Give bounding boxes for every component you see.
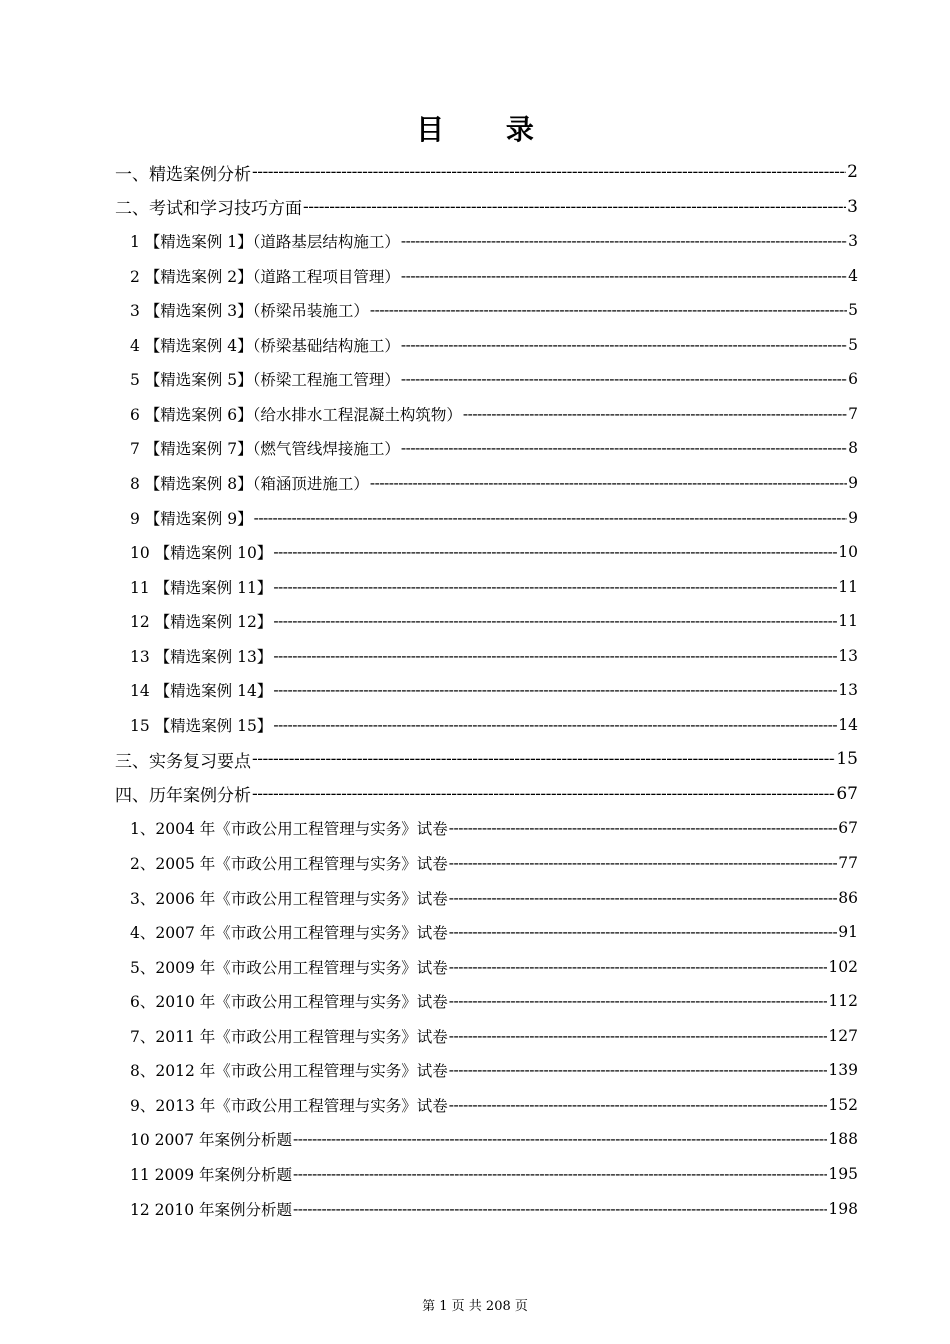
toc-entry[interactable] xyxy=(130,328,858,362)
toc-entry-page: 2 xyxy=(847,162,858,182)
toc-entry[interactable] xyxy=(130,811,858,845)
toc-entry[interactable] xyxy=(130,708,858,742)
toc-entry[interactable] xyxy=(130,397,858,431)
toc-leader xyxy=(449,889,838,907)
toc-entry[interactable] xyxy=(130,1019,858,1053)
toc-entry-page: 3 xyxy=(847,196,858,217)
toc-entry[interactable] xyxy=(130,570,858,604)
toc-entry-title: 12 【精选案例 12】 xyxy=(130,613,273,632)
toc-entry[interactable] xyxy=(130,224,858,258)
toc-entry[interactable] xyxy=(130,846,858,880)
toc-entry-title: 3 【精选案例 3】（桥梁吊装施工） xyxy=(130,302,369,321)
toc-entry[interactable] xyxy=(130,535,858,569)
toc-entry[interactable] xyxy=(115,742,858,776)
toc-entry-title: 11 2009 年案例分析题 xyxy=(130,1165,293,1184)
toc-entry-title: 7 【精选案例 7】（燃气管线焊接施工） xyxy=(130,440,400,459)
toc-leader xyxy=(252,784,835,804)
toc-entry[interactable] xyxy=(130,362,858,396)
toc-leader xyxy=(449,958,828,976)
toc-entry-title: 9、2013 年《市政公用工程管理与实务》试卷 xyxy=(130,1096,448,1115)
toc-entry-page: 67 xyxy=(838,819,858,838)
toc-entry-title: 10 【精选案例 10】 xyxy=(130,544,273,563)
toc-entry-title: 13 【精选案例 13】 xyxy=(130,647,273,666)
toc-leader xyxy=(293,1165,827,1183)
toc-entry[interactable] xyxy=(130,1157,858,1191)
toc-entry[interactable] xyxy=(130,604,858,638)
toc-leader xyxy=(401,267,847,285)
toc-entry-title: 1 【精选案例 1】（道路基层结构施工） xyxy=(130,233,400,252)
toc-leader xyxy=(252,749,835,769)
toc-entry-title: 15 【精选案例 15】 xyxy=(130,716,273,735)
toc-entry-page: 4 xyxy=(848,266,858,285)
toc-entry-title: 11 【精选案例 11】 xyxy=(130,578,273,597)
toc-leader xyxy=(449,1027,828,1045)
toc-leader xyxy=(449,923,838,941)
toc-leader xyxy=(449,854,838,872)
toc-leader xyxy=(401,370,847,388)
toc-entry[interactable] xyxy=(130,1192,858,1226)
toc-entry-title: 8、2012 年《市政公用工程管理与实务》试卷 xyxy=(130,1062,448,1081)
toc-leader xyxy=(252,162,846,182)
toc-entry-page: 10 xyxy=(838,543,858,562)
toc-entry-page: 86 xyxy=(838,888,858,907)
toc-entry-page: 9 xyxy=(848,508,858,527)
toc-entry-page: 67 xyxy=(836,783,858,804)
toc-entry-page: 14 xyxy=(838,715,858,734)
toc-entry[interactable] xyxy=(130,1053,858,1087)
toc-entry[interactable] xyxy=(130,673,858,707)
toc-leader xyxy=(273,647,837,665)
toc-entry-title: 2、2005 年《市政公用工程管理与实务》试卷 xyxy=(130,855,448,873)
toc-entry-title: 5、2009 年《市政公用工程管理与实务》试卷 xyxy=(130,958,448,977)
toc-entry[interactable] xyxy=(130,431,858,465)
toc-entry-title: 2 【精选案例 2】（道路工程项目管理） xyxy=(130,267,400,286)
toc-entry-page: 188 xyxy=(828,1130,858,1149)
toc-leader xyxy=(401,439,847,457)
toc-entry[interactable] xyxy=(130,950,858,984)
toc-entry-page: 11 xyxy=(838,577,858,596)
toc-leader xyxy=(401,336,847,354)
toc-entry-page: 195 xyxy=(828,1164,858,1183)
toc-entry-title: 12 2010 年案例分析题 xyxy=(130,1200,293,1219)
toc-leader xyxy=(449,992,828,1010)
toc-entry[interactable] xyxy=(115,190,858,224)
toc-entry-page: 112 xyxy=(828,992,858,1011)
toc-entry-page: 15 xyxy=(836,749,858,770)
toc-leader xyxy=(449,1061,828,1079)
toc-entry-title: 6 【精选案例 6】（给水排水工程混凝土构筑物） xyxy=(130,405,462,424)
toc-entry[interactable] xyxy=(130,1122,858,1156)
toc-entry-page: 91 xyxy=(838,923,858,942)
toc-entry-title: 二、考试和学习技巧方面 xyxy=(115,199,302,220)
toc-entry-page: 11 xyxy=(838,612,858,631)
toc-entry-page: 13 xyxy=(838,681,858,700)
toc-entry-page: 6 xyxy=(848,370,858,389)
toc-entry[interactable] xyxy=(130,984,858,1018)
toc-entry-page: 198 xyxy=(828,1199,858,1218)
toc-entry-page: 152 xyxy=(828,1095,858,1114)
page-footer: 第 1 页 共 208 页 xyxy=(422,1299,528,1314)
toc-leader xyxy=(370,301,847,319)
toc-entry[interactable] xyxy=(130,915,858,949)
toc-leader xyxy=(273,681,837,699)
toc-entry-page: 102 xyxy=(828,957,858,976)
toc-leader xyxy=(449,1096,828,1114)
toc-leader xyxy=(370,474,847,492)
toc-entry-page: 127 xyxy=(828,1026,858,1045)
toc-entry-title: 8 【精选案例 8】（箱涵顶进施工） xyxy=(130,474,369,493)
toc-entry-title: 4、2007 年《市政公用工程管理与实务》试卷 xyxy=(130,924,448,943)
toc-entry-title: 一、精选案例分析 xyxy=(115,164,251,185)
toc-entry-title: 1、2004 年《市政公用工程管理与实务》试卷 xyxy=(130,820,448,839)
toc-entry-page: 7 xyxy=(848,404,858,423)
toc-leader xyxy=(463,405,847,423)
toc-leader xyxy=(273,543,837,561)
toc-leader xyxy=(449,819,838,837)
toc-entry-title: 3、2006 年《市政公用工程管理与实务》试卷 xyxy=(130,889,448,908)
toc-entry-page: 139 xyxy=(828,1061,858,1080)
toc-entry-title: 4 【精选案例 4】（桥梁基础结构施工） xyxy=(130,336,400,355)
toc-entry[interactable] xyxy=(130,259,858,293)
page-title: 目 录 xyxy=(416,113,560,146)
toc-entry-title: 9 【精选案例 9】 xyxy=(130,509,253,528)
toc-entry-page: 77 xyxy=(838,854,858,872)
toc-entry-title: 14 【精选案例 14】 xyxy=(130,682,273,701)
toc-entry[interactable] xyxy=(130,501,858,535)
toc-leader xyxy=(273,716,837,734)
toc-leader xyxy=(293,1200,827,1218)
toc-leader xyxy=(273,612,837,630)
toc-leader xyxy=(254,509,848,527)
toc-entry-page: 8 xyxy=(848,439,858,458)
toc-leader xyxy=(293,1130,827,1148)
toc-entry[interactable] xyxy=(115,155,858,189)
toc-entry-title: 5 【精选案例 5】（桥梁工程施工管理） xyxy=(130,371,400,390)
toc-entry-page: 9 xyxy=(848,473,858,492)
toc-entry[interactable] xyxy=(115,777,858,811)
toc-entry-title: 三、实务复习要点 xyxy=(115,751,251,772)
toc-leader xyxy=(273,578,837,596)
toc-entry-title: 四、历年案例分析 xyxy=(115,786,251,807)
toc-entry-title: 6、2010 年《市政公用工程管理与实务》试卷 xyxy=(130,993,448,1012)
toc-entry-page: 13 xyxy=(838,646,858,665)
toc-entry-title: 7、2011 年《市政公用工程管理与实务》试卷 xyxy=(130,1027,448,1046)
toc-entry-page: 5 xyxy=(848,301,858,320)
toc-entry-title: 10 2007 年案例分析题 xyxy=(130,1131,293,1150)
toc-leader xyxy=(401,232,847,250)
toc-leader xyxy=(303,197,846,217)
toc-entry[interactable] xyxy=(130,466,858,500)
toc-entry[interactable] xyxy=(130,639,858,673)
toc-entry[interactable] xyxy=(130,293,858,327)
toc-entry-page: 3 xyxy=(848,232,858,251)
toc-entry[interactable] xyxy=(130,1088,858,1122)
toc-entry-page: 5 xyxy=(848,335,858,354)
toc-entry[interactable] xyxy=(130,881,858,915)
